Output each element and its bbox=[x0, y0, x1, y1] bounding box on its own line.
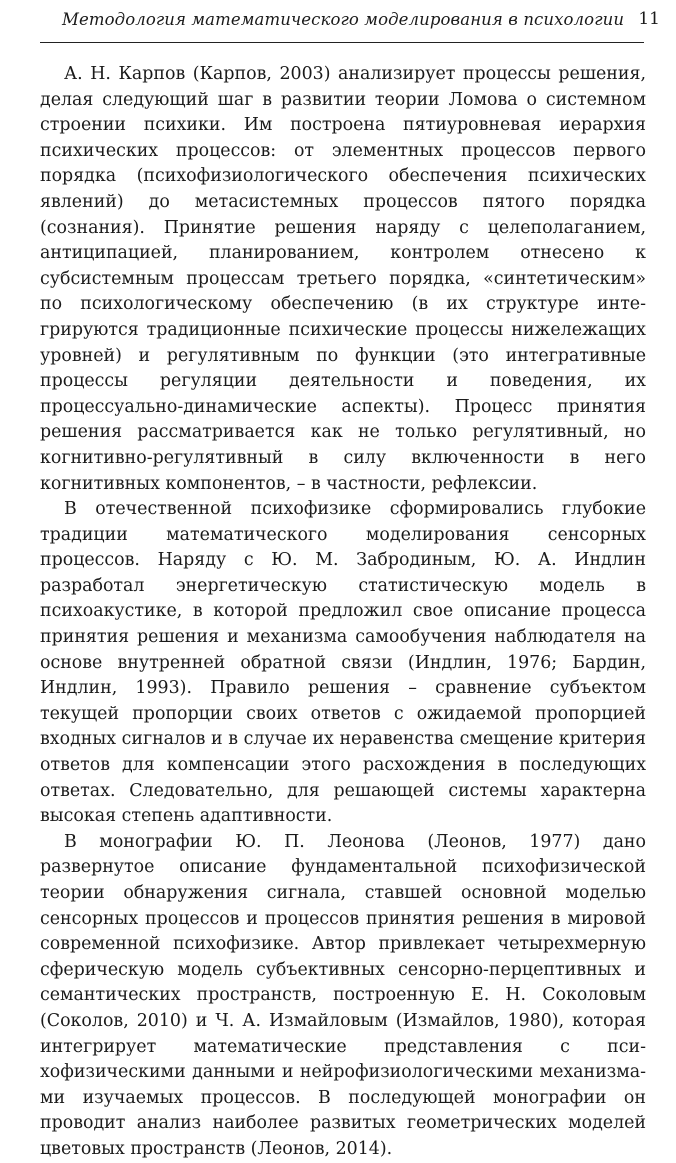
paragraph-psychophysics: В отечественной психофизике сформировались глубокие традиции математического моделирования сенсорных процессов. Наряду с Ю. М. Забродиным, Ю. А. Индлин разработал энергетическую статистическую модель в психоакустике, в которой предложил свое описание процесса принятия решения и механизма самообучения наблюдателя на основе внутренней обратной связи (Индлин, 1976; Бардин, Индлин, 1993). Правило решения – сравнение субъектом текущей пропорции своих ответов с ожидаемой пропорцией входных сигналов и в случае их неравенства смещение критерия ответов для компенсации этого расхождения в последующих ответах. Следовательно, для решающей системы характерна высокая степень адаптивности. bbox=[40, 499, 646, 827]
running-header bbox=[40, 6, 664, 38]
header-divider bbox=[40, 42, 644, 43]
body-text bbox=[40, 62, 646, 1163]
paragraph-karpov: А. Н. Карпов (Карпов, 2003) анализирует процессы решения, делая следующий шаг в развитии теории Ломова о системном строении психики. Им построена пятиуровневая иерархия психических процессов: от элементных процессов первого порядка (психофизиологического обеспечения психических явлений) до метасистемных процессов пятого порядка (сознания). Принятие решения наряду с целеполаганием, антиципацией, планированием, контролем отнесено к субсистемным процессам третьего порядка, «синтетическим» по психологическому обеспечению (в их структуре интегрируются традиционные психические процессы нижележащих уровней) и регулятивным по функции (это интегративные процессы регуляции деятельности и поведения, их процессуально-динамические аспекты). Процесс принятия решения рассматривается как не только регулятивный, но когнитивно-регулятивный в силу включенности в него когнитивных компонентов, – в частности, рефлексии. bbox=[40, 64, 646, 494]
page-number: 11 bbox=[638, 9, 660, 29]
running-header-title: Методология математического моделирования в психологии bbox=[62, 10, 625, 29]
paragraph-leonov: В монографии Ю. П. Леонова (Леонов, 1977) дано развернутое описание фундаментальной психофизической теории обнаружения сигнала, ставшей основной моделью сенсорных процессов и процессов принятия решения в мировой современной психофизике. Автор привлекает четырехмерную сферическую модель субъективных сенсорно-перцептивных и семантических пространств, построенную Е. Н. Соколовым (Соколов, 2010) и Ч. А. Измайловым (Измайлов, 1980), которая интегрирует математические представления с психофизическими данными и нейрофизиологическими механизмами изучаемых процессов. В последующей монографии он проводит анализ наиболее развитых геометрических моделей цветовых пространств (Леонов, 2014). bbox=[40, 831, 646, 1159]
